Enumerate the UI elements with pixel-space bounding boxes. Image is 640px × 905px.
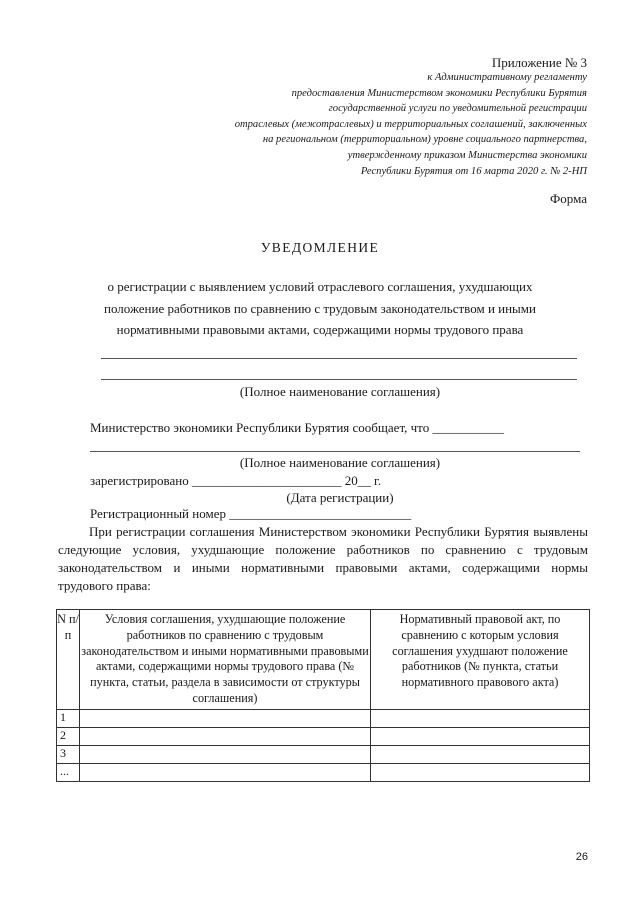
row-number: 3 bbox=[57, 745, 80, 763]
agreement-caption-2: (Полное наименование соглашения) bbox=[239, 455, 441, 470]
table-row bbox=[57, 727, 590, 745]
subtitle-line: положение работников по сравнению с трудовым законодательством и иными bbox=[104, 300, 536, 316]
appendix-line: утвержденному приказом Министерства экономики bbox=[347, 149, 587, 161]
form-label: Форма bbox=[550, 191, 587, 206]
header-act: Нормативный правовой акт, по сравнению с которым условия соглашения ухудшают положение работников (№ пункта, статьи нормативного правового акта) bbox=[371, 610, 590, 710]
ministry-statement: Министерство экономики Республики Бурятия сообщает, что ___________ bbox=[90, 420, 504, 435]
appendix-line: Республики Бурятия от 16 марта 2020 г. № 2-НП bbox=[360, 165, 587, 177]
act-cell[interactable] bbox=[371, 709, 590, 727]
act-cell[interactable] bbox=[371, 745, 590, 763]
table-header-row bbox=[57, 610, 590, 710]
conditions-cell[interactable] bbox=[80, 727, 371, 745]
registration-date-caption: (Дата регистрации) bbox=[286, 490, 394, 505]
findings-paragraph: При регистрации соглашения Министерством экономики Республики Бурятия выявлены следующие условия, ухудшающие положение работников по сравнению с трудовым законодательством и иными нормативными правовыми актами, содержащими нормы трудового права: bbox=[58, 524, 588, 593]
appendix-line: отраслевых (межотраслевых) и территориальных соглашений, заключенных bbox=[234, 118, 587, 130]
document-title: УВЕДОМЛЕНИЕ bbox=[260, 240, 380, 255]
conditions-cell[interactable] bbox=[80, 745, 371, 763]
act-cell[interactable] bbox=[371, 727, 590, 745]
conditions-table bbox=[56, 609, 590, 782]
table-row bbox=[57, 763, 590, 781]
agreement-name-line-2[interactable] bbox=[90, 451, 580, 452]
appendix-title: Приложение № 3 bbox=[491, 55, 587, 70]
page-number: 26 bbox=[575, 851, 588, 863]
appendix-line: к Административному регламенту bbox=[427, 72, 587, 83]
table-row bbox=[57, 745, 590, 763]
conditions-cell[interactable] bbox=[80, 763, 371, 781]
document-subtitle bbox=[50, 276, 590, 341]
registration-number-field[interactable]: Регистрационный номер ____________________________ bbox=[90, 506, 412, 521]
act-cell[interactable] bbox=[371, 763, 590, 781]
appendix-line: на региональном (территориальном) уровне социального партнерства, bbox=[262, 134, 587, 146]
agreement-name-line[interactable] bbox=[101, 358, 577, 359]
row-number: ... bbox=[57, 763, 80, 781]
header-number: N п/п bbox=[57, 610, 80, 710]
row-number: 1 bbox=[57, 709, 80, 727]
conditions-cell[interactable] bbox=[80, 709, 371, 727]
header-conditions: Условия соглашения, ухудшающие положение работников по сравнению с трудовым законодательством и иными нормативными правовыми актами, содержащими нормы трудового права (№ пункта, статьи, раздела в зависимости от структуры соглашения) bbox=[80, 610, 371, 710]
appendix-approval-block bbox=[117, 70, 587, 179]
registration-date-field[interactable]: зарегистрировано _______________________ 20__ г. bbox=[90, 473, 382, 488]
agreement-caption: (Полное наименование соглашения) bbox=[239, 384, 441, 399]
subtitle-line: о регистрации с выявлением условий отраслевого соглашения, ухудшающих bbox=[107, 279, 533, 294]
table-row bbox=[57, 709, 590, 727]
appendix-line: государственной услуги по уведомительной регистрации bbox=[328, 103, 587, 115]
subtitle-line: нормативными правовыми актами, содержащими нормы трудового права bbox=[116, 322, 524, 337]
appendix-line: предоставления Министерством экономики Республики Бурятия bbox=[291, 87, 587, 99]
agreement-name-line[interactable] bbox=[101, 379, 577, 380]
row-number: 2 bbox=[57, 727, 80, 745]
